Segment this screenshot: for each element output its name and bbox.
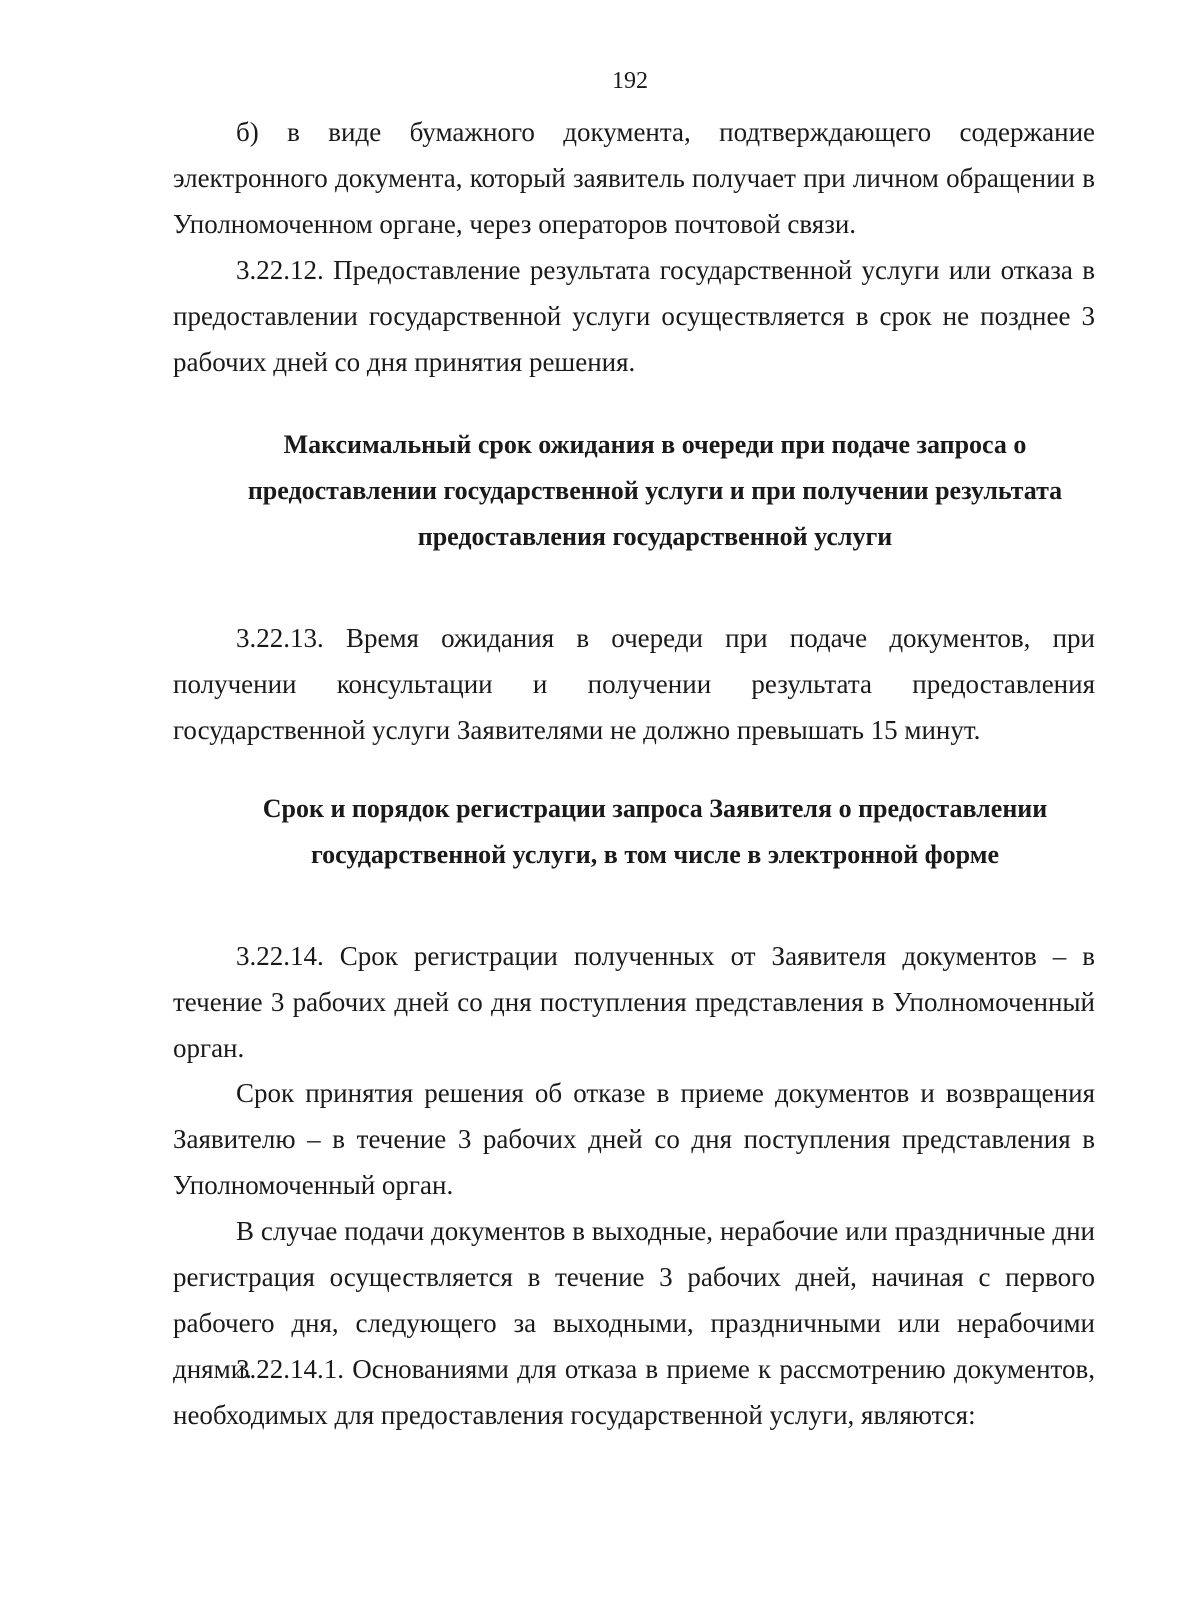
paragraph-weekend-submission: В случае подачи документов в выходные, нерабочие или праздничные дни регистрация осуществляется в течение 3 рабочих дней, начиная с первого рабочего дня, следующего за выходными, праздничными или нерабочими днями.: [173, 1216, 1095, 1384]
page-number: 192: [612, 68, 648, 94]
paragraph-3-22-14-1: 3.22.14.1. Основаниями для отказа в приеме к рассмотрению документов, необходимых для предоставления государственной услуги, являются:: [173, 1354, 1095, 1430]
paragraph-3-22-14: 3.22.14. Срок регистрации полученных от Заявителя документов – в течение 3 рабочих дней со дня поступления представления в Уполномоченный орган.: [173, 941, 1095, 1063]
section-heading-max-wait-time: Максимальный срок ожидания в очереди при подаче запроса о предоставлении государственной услуги и при получении результата предоставления государственной услуги: [247, 430, 1063, 551]
paragraph-item-b: б) в виде бумажного документа, подтверждающего содержание электронного документа, который заявитель получает при личном обращении в Уполномоченном органе, через операторов почтовой связи.: [173, 117, 1095, 239]
section-heading-registration: Срок и порядок регистрации запроса Заявителя о предоставлении государственной услуги, в том числе в электронной форме: [262, 794, 1048, 869]
paragraph-refusal-term: Срок принятия решения об отказе в приеме документов и возвращения Заявителю – в течение 3 рабочих дней со дня поступления представления в Уполномоченный орган.: [173, 1078, 1095, 1200]
paragraph-3-22-12: 3.22.12. Предоставление результата государственной услуги или отказа в предоставлении государственной услуги осуществляется в срок не позднее 3 рабочих дней со дня принятия решения.: [173, 255, 1095, 377]
paragraph-3-22-13: 3.22.13. Время ожидания в очереди при подаче документов, при получении консультации и получении результата предоставления государственной услуги Заявителями не должно превышать 15 минут.: [173, 623, 1095, 745]
